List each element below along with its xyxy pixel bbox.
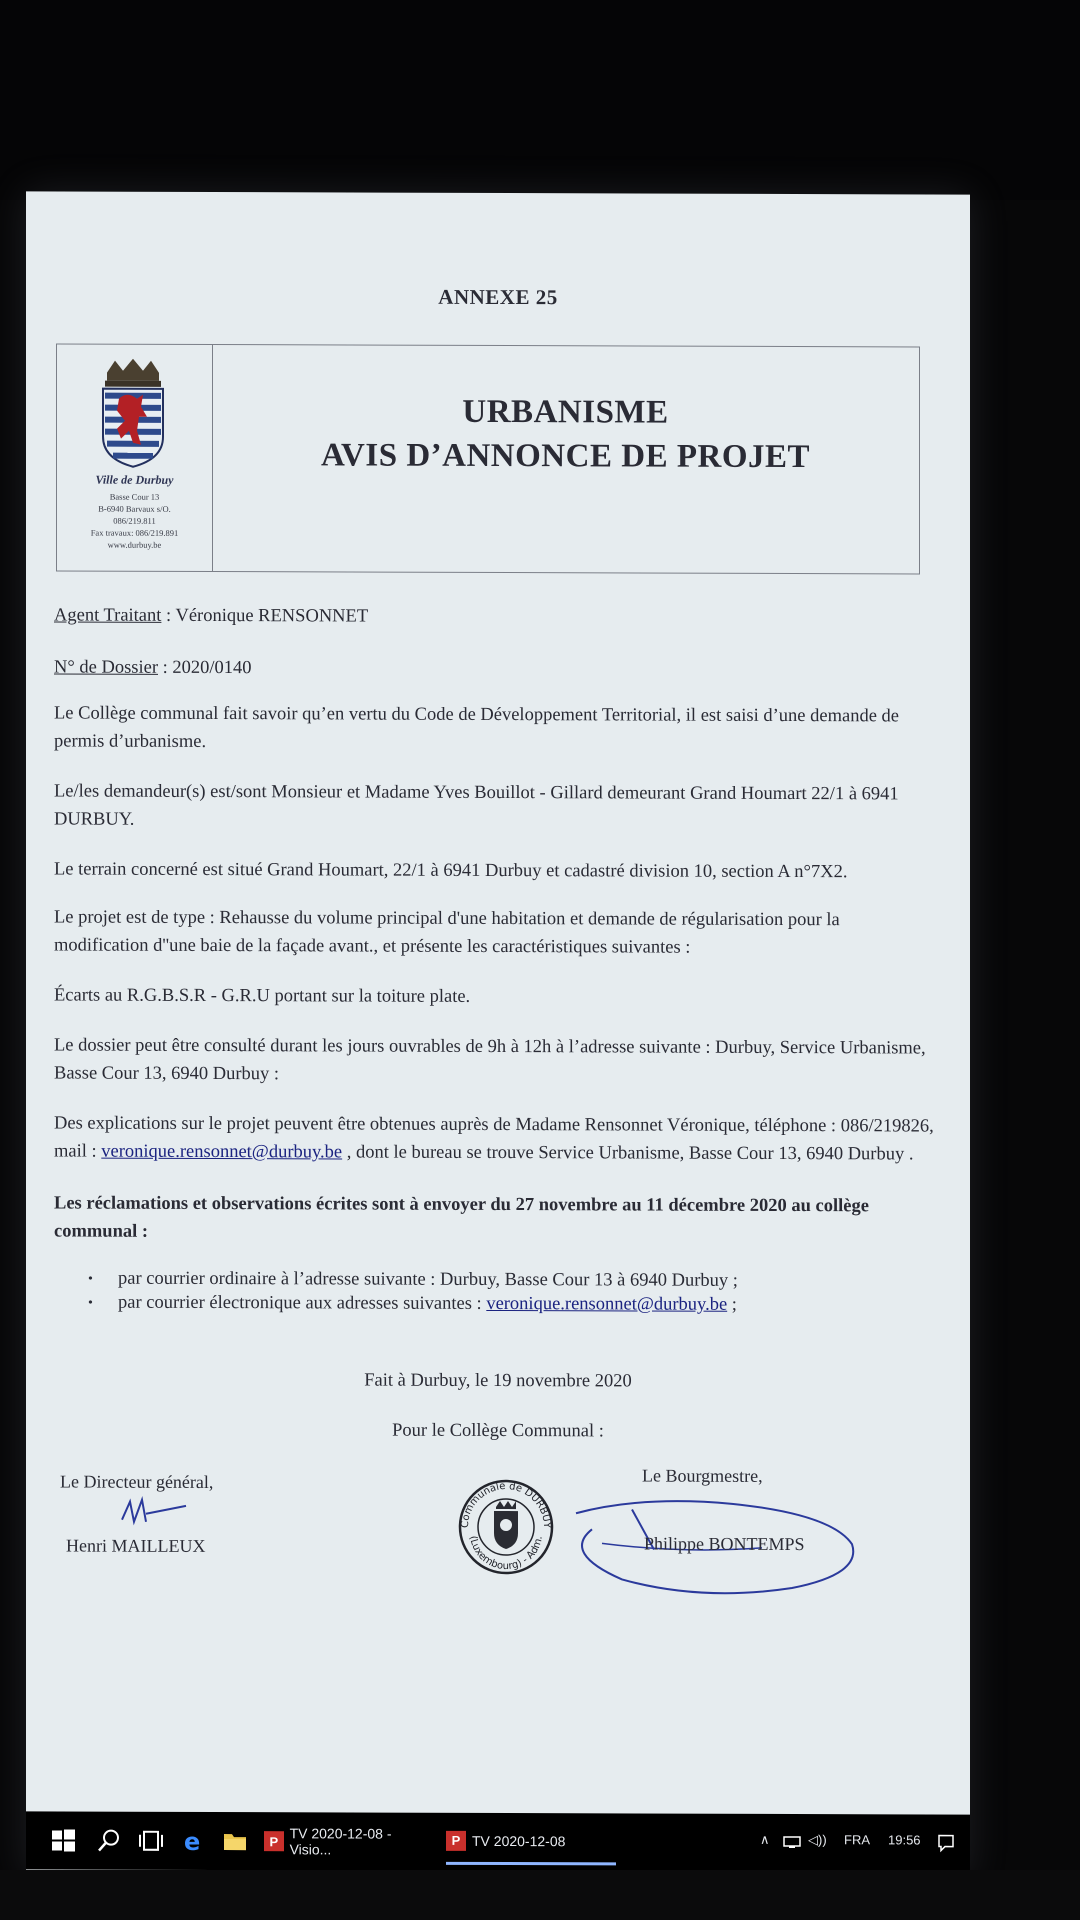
volume-icon[interactable]: ◁)) (808, 1832, 827, 1848)
agent-label: Agent Traitant (54, 605, 162, 626)
windows-taskbar (26, 1811, 970, 1872)
address-line: www.durbuy.be (107, 539, 162, 550)
monitor-screen (26, 191, 970, 1879)
bullet-courrier-ordinaire: par courrier ordinaire à l’adresse suivante : Durbuy, Basse Cour 13 à 6940 Durbuy ; (118, 1268, 738, 1291)
bullet-marker: • (88, 1295, 93, 1311)
paragraph-explications (54, 1109, 934, 1168)
header-box (56, 343, 920, 574)
paragraph-terrain: Le terrain concerné est situé Grand Houmart, 22/1 à 6941 Durbuy et cadastré division 10, section A n°7X2. (54, 859, 848, 883)
monitor-bezel-bottom (0, 1870, 1080, 1920)
commune-seal-icon (456, 1477, 556, 1577)
bullet2-text: par courrier électronique aux adresses suivantes : (118, 1292, 487, 1314)
task-view-icon[interactable] (136, 1826, 166, 1856)
network-icon[interactable] (782, 1834, 802, 1850)
bourgmestre-name: Philippe BONTEMPS (644, 1533, 805, 1555)
language-indicator[interactable]: FRA (844, 1832, 870, 1848)
bullet2-end: ; (727, 1294, 737, 1315)
durbuy-crest-icon (97, 359, 169, 469)
directeur-signature-icon (116, 1492, 196, 1532)
agent-value: : Véronique RENSONNET (161, 605, 369, 627)
paragraph-projet: Le projet est de type : Rehausse du volume principal d'une habitation et demande de régularisation pour la modification d''une baie de la façade avant., et présente les caractéristiques suivantes : (54, 907, 840, 958)
title-cell (212, 345, 919, 573)
fait-a-durbuy: Fait à Durbuy, le 19 novembre 2020 (364, 1370, 632, 1392)
dossier-label: N° de Dossier (54, 657, 158, 678)
paragraph-reclamations: Les réclamations et observations écrites sont à envoyer du 27 novembre au 11 décembre 2020 au collège communal : (54, 1193, 869, 1242)
windows-start-icon[interactable] (48, 1825, 78, 1855)
file-explorer-icon[interactable] (220, 1826, 250, 1856)
title-avis: AVIS D’ANNONCE DE PROJET (320, 437, 811, 476)
explications-text: Des explications sur le projet peuvent être obtenues auprès de Madame Rensonnet Véronique, téléphone : 086/219826, mail : (54, 1113, 934, 1162)
tray-chevron-up-icon[interactable]: ∧ (760, 1831, 770, 1847)
email-link[interactable]: veronique.rensonnet@durbuy.be (101, 1141, 343, 1163)
title-urbanisme: URBANISME (462, 393, 669, 431)
seal-text-bottom: (Luxembourg) - Adm. (467, 1535, 545, 1573)
bullet-marker: • (88, 1271, 93, 1287)
search-icon[interactable] (94, 1826, 124, 1856)
document-page (26, 191, 970, 1814)
address-line: Basse Cour 13 (109, 491, 160, 502)
paragraph-demandeur: Le/les demandeur(s) est/sont Monsieur et Madame Yves Bouillot - Gillard demeurant Grand Houmart 22/1 à 6941 DURBUY. (54, 781, 899, 830)
svg-text:e: e (184, 1827, 201, 1856)
directeur-title: Le Directeur général, (60, 1471, 214, 1493)
edge-browser-icon[interactable] (178, 1826, 208, 1856)
monitor-bezel-top (0, 0, 1080, 200)
pour-le-college: Pour le Collège Communal : (392, 1420, 604, 1442)
address-line: Fax travaux: 086/219.891 (90, 527, 179, 538)
bullet2-email-link[interactable]: veronique.rensonnet@durbuy.be (486, 1293, 728, 1315)
logo-address (57, 490, 212, 551)
powerpoint-icon: P (446, 1830, 466, 1850)
taskbar-app-tv[interactable] (446, 1819, 616, 1866)
bourgmestre-title: Le Bourgmestre, (642, 1465, 763, 1486)
ville-name: Ville de Durbuy (95, 472, 174, 487)
bullet-courrier-electronique (118, 1289, 898, 1320)
dossier-line (54, 653, 934, 684)
powerpoint-icon: P (264, 1831, 284, 1851)
address-line: 086/219.811 (113, 515, 156, 526)
paragraph-college: Le Collège communal fait savoir qu’en vertu du Code de Développement Territorial, il est saisi d’une demande de permis d’urbanisme. (54, 703, 899, 752)
taskbar-app-label: TV 2020-12-08 (472, 1832, 566, 1849)
explications-text-end: , dont le bureau se trouve Service Urbanisme, Basse Cour 13, 6940 Durbuy . (342, 1142, 914, 1165)
dossier-value: : 2020/0140 (158, 657, 252, 679)
notifications-icon[interactable] (936, 1833, 956, 1853)
paragraph-consultation: Le dossier peut être consulté durant les jours ouvrables de 9h à 12h à l’adresse suivante : Durbuy, Service Urbanisme, Basse Cour 13, 6940 Durbuy : (54, 1035, 926, 1085)
taskbar-app-visio[interactable] (264, 1818, 434, 1865)
agent-line (54, 601, 934, 632)
clock-time[interactable]: 19:56 (888, 1832, 921, 1848)
paragraph-ecarts: Écarts au R.G.B.S.R - G.R.U portant sur la toiture plate. (54, 985, 471, 1007)
logo-cell (57, 344, 213, 571)
directeur-name: Henri MAILLEUX (66, 1535, 206, 1556)
address-line: B-6940 Barvaux s/O. (98, 503, 171, 514)
taskbar-app-label: TV 2020-12-08 - Visio... (289, 1825, 392, 1858)
annexe-heading: ANNEXE 25 (438, 284, 558, 310)
seal-text-top: Communale de DURBUY (459, 1480, 553, 1529)
